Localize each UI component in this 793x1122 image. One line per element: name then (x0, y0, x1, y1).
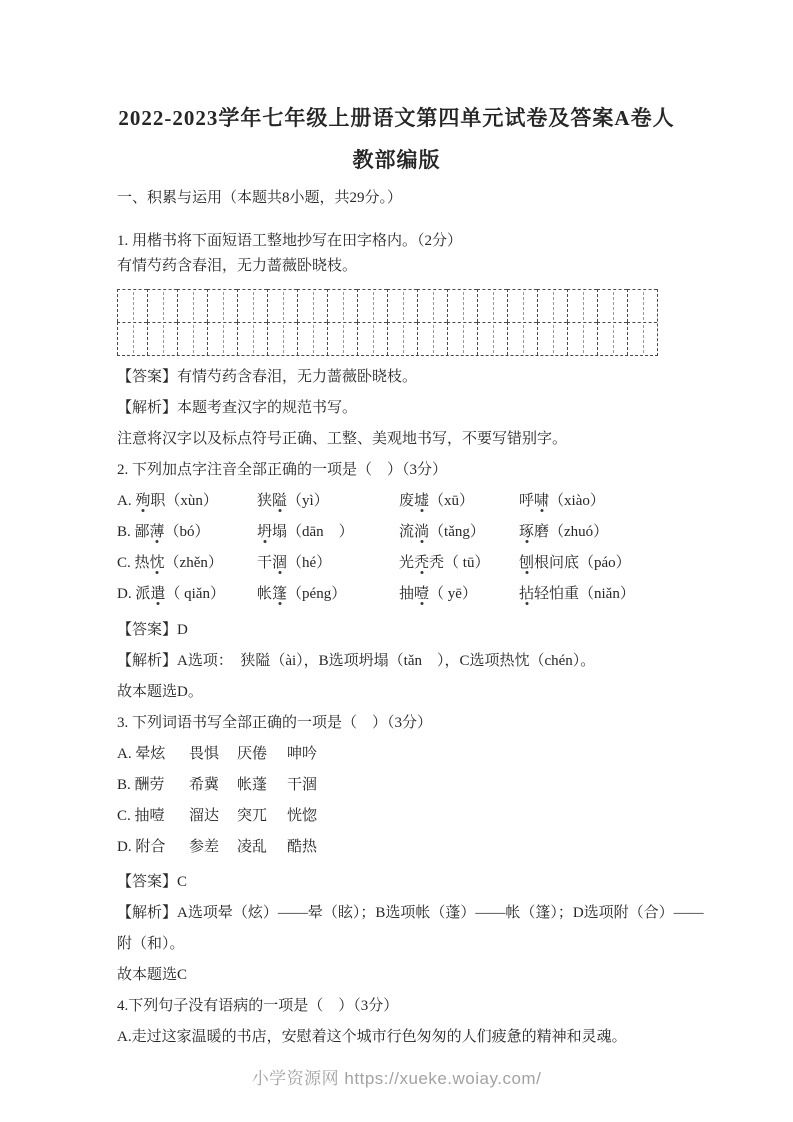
grid-cell (477, 289, 507, 322)
q4-prompt: 4.下列句子没有语病的一项是（ ）（3分） (117, 998, 399, 1014)
plain-text: 干 (257, 555, 273, 571)
plain-text: 帐 (257, 586, 273, 602)
grid-cell (327, 289, 357, 322)
grid-cell (237, 289, 267, 322)
grid-cell (267, 289, 297, 322)
q3-options (117, 739, 683, 863)
grid-cell (477, 322, 507, 355)
option-word (399, 486, 519, 517)
option-word: 溜达 (189, 808, 220, 824)
q3-answer: 【答案】C (117, 874, 188, 890)
q2-option-row (117, 548, 683, 579)
grid-cell (237, 322, 267, 355)
grid-cell-midline (313, 325, 314, 353)
grid-cell (447, 322, 477, 355)
dotted-character: 涸 (272, 555, 288, 571)
plain-text: （ qiǎn） (165, 586, 225, 602)
option-word (117, 517, 257, 548)
grid-cell-midline (583, 325, 584, 353)
option-word: 干涸 (287, 777, 318, 793)
grid-cell-midline (463, 292, 464, 320)
grid-cell-midline (493, 292, 494, 320)
grid-cell (297, 289, 327, 322)
grid-cell-midline (283, 292, 284, 320)
q3-option-row (117, 832, 683, 863)
grid-cell-midline (373, 325, 374, 353)
option-word (399, 548, 519, 579)
plain-text: 轻怕重（niǎn） (534, 586, 635, 602)
grid-cell (627, 289, 657, 322)
grid-cell-midline (553, 292, 554, 320)
option-word: 恍惚 (287, 808, 318, 824)
dotted-character: 隘 (272, 493, 288, 509)
grid-cell (177, 289, 207, 322)
title-line-2: 教部编版 (352, 148, 441, 172)
option-label: D. (117, 586, 136, 602)
writing-grid (117, 289, 658, 356)
q3-prompt: 3. 下列词语书写全部正确的一项是（ ）（3分） (117, 715, 433, 731)
grid-cell-midline (283, 325, 284, 353)
option-label: A. (117, 493, 136, 509)
grid-cell (417, 322, 447, 355)
q1-phrase: 有情芍药含春泪，无力蔷薇卧晓枝。 (117, 258, 358, 274)
dotted-character: 琢 (519, 524, 535, 540)
grid-cell-midline (343, 292, 344, 320)
plain-text: 根问底（páo） (534, 555, 631, 571)
grid-cell-midline (643, 325, 644, 353)
grid-cell (117, 322, 147, 355)
grid-cell (207, 289, 237, 322)
dotted-character: 噎 (414, 586, 430, 602)
grid-cell (327, 322, 357, 355)
grid-cell-midline (313, 292, 314, 320)
q3-option-row (117, 801, 683, 832)
plain-text: 废 (399, 493, 415, 509)
grid-cell (537, 322, 567, 355)
dotted-character: 墟 (414, 493, 430, 509)
grid-cell-midline (433, 325, 434, 353)
option-word (257, 517, 399, 548)
grid-cell (507, 289, 537, 322)
document-title (0, 0, 793, 181)
grid-cell-midline (613, 292, 614, 320)
page-footer (0, 1064, 793, 1089)
grid-cell-midline (193, 292, 194, 320)
plain-text: 塌（dān ） (272, 524, 354, 540)
dotted-character: 啸 (534, 493, 550, 509)
grid-cell (207, 322, 237, 355)
grid-cell-midline (433, 292, 434, 320)
grid-cell (627, 322, 657, 355)
plain-text: （tǎng） (429, 524, 485, 540)
grid-cell (597, 289, 627, 322)
option-word (399, 517, 519, 548)
grid-cell-midline (553, 325, 554, 353)
plain-text: （bó） (164, 524, 210, 540)
dotted-character: 拈 (519, 586, 535, 602)
option-word: 突兀 (237, 808, 268, 824)
option-word: 凌乱 (237, 839, 268, 855)
option-word (257, 579, 399, 610)
q1-prompt: 1. 用楷书将下面短语工整地抄写在田字格内。（2分） (117, 233, 463, 249)
dotted-character: 篷 (272, 586, 288, 602)
grid-cell (177, 322, 207, 355)
grid-cell (507, 322, 537, 355)
grid-cell (447, 289, 477, 322)
dotted-character: 秃 (414, 555, 430, 571)
dotted-character: 遣 (150, 586, 166, 602)
grid-cell (597, 322, 627, 355)
grid-cell (357, 322, 387, 355)
plain-text: 呼 (519, 493, 535, 509)
plain-text: （hé） (287, 555, 332, 571)
q3-option-row (117, 770, 683, 801)
q2-conclusion: 故本题选D。 (117, 684, 203, 700)
grid-cell-midline (643, 292, 644, 320)
dotted-character: 刨 (519, 555, 535, 571)
grid-cell (117, 289, 147, 322)
grid-cell-midline (163, 292, 164, 320)
option-word (257, 548, 399, 579)
grid-cell-midline (253, 292, 254, 320)
plain-text: 鄙 (134, 524, 150, 540)
grid-cell-midline (133, 325, 134, 353)
grid-cell (147, 289, 177, 322)
option-word: 参差 (189, 839, 220, 855)
option-word (257, 486, 399, 517)
q2-analysis: 【解析】A选项： 狭隘（ài），B选项坍塌（tǎn ），C选项热忱（chén）。 (117, 653, 596, 669)
option-word: 酷热 (287, 839, 318, 855)
dotted-character: 薄 (149, 524, 165, 540)
option-word: 呻吟 (287, 746, 318, 762)
grid-cell (267, 322, 297, 355)
plain-text: 秃（ tū） (429, 555, 490, 571)
option-word (117, 548, 257, 579)
q1-answer: 【答案】有情芍药含春泪，无力蔷薇卧晓枝。 (117, 369, 418, 385)
q3-option-row (117, 739, 683, 770)
footer-url: https://xueke.woiay.com/ (344, 1069, 542, 1088)
q3-analysis-line1: 【解析】A选项晕（炫）——晕（眩）；B选项帐（蓬）——帐（篷）；D选项附（合）—— (117, 905, 704, 921)
dotted-character: 淌 (414, 524, 430, 540)
grid-cell (297, 322, 327, 355)
plain-text: （péng） (287, 586, 347, 602)
plain-text: 抽 (399, 586, 415, 602)
plain-text: 磨（zhuó） (534, 524, 609, 540)
grid-cell-midline (373, 292, 374, 320)
q4-option-a: A.走过这家温暖的书店，安慰着这个城市行色匆匆的人们疲惫的精神和灵魂。 (117, 1029, 627, 1045)
plain-text: （xiào） (549, 493, 605, 509)
dotted-character: 坍 (257, 524, 273, 540)
q2-answer: 【答案】D (117, 622, 188, 638)
grid-cell-midline (343, 325, 344, 353)
q3-conclusion: 故本题选C (117, 967, 188, 983)
grid-cell-midline (583, 292, 584, 320)
option-word (519, 486, 683, 517)
option-word: B. 酬劳 (117, 777, 165, 793)
option-word (519, 579, 683, 610)
option-word: 畏惧 (189, 746, 220, 762)
grid-cell (567, 289, 597, 322)
grid-cell-midline (133, 292, 134, 320)
grid-cell-midline (193, 325, 194, 353)
grid-cell-midline (403, 292, 404, 320)
q1-note: 注意将汉字以及标点符号正确、工整、美观地书写，不要写错别字。 (117, 431, 568, 447)
grid-cell (147, 322, 177, 355)
plain-text: （xū） (429, 493, 475, 509)
grid-cell-midline (463, 325, 464, 353)
grid-cell-midline (523, 292, 524, 320)
option-label: C. (117, 555, 135, 571)
grid-cell-midline (493, 325, 494, 353)
grid-cell (387, 322, 417, 355)
grid-cell (567, 322, 597, 355)
grid-cell-midline (253, 325, 254, 353)
grid-cell (387, 289, 417, 322)
q2-option-row (117, 517, 683, 548)
plain-text: （ yē） (429, 586, 477, 602)
q2-options (117, 486, 683, 610)
grid-cell-midline (223, 292, 224, 320)
option-word (519, 517, 683, 548)
plain-text: 热 (134, 555, 150, 571)
dotted-character: 殉 (135, 493, 151, 509)
option-word (117, 486, 257, 517)
plain-text: （yì） (287, 493, 329, 509)
plain-text: 流 (399, 524, 415, 540)
option-word: 希冀 (189, 777, 220, 793)
title-line-1: 2022-2023学年七年级上册语文第四单元试卷及答案A卷人 (118, 106, 675, 130)
option-word: 厌倦 (237, 746, 268, 762)
section-heading: 一、积累与运用（本题共8小题，共29分。） (117, 190, 403, 206)
grid-cell (417, 289, 447, 322)
plain-text: 派 (135, 586, 151, 602)
plain-text: 狭 (257, 493, 273, 509)
q2-option-row (117, 579, 683, 610)
grid-cell-midline (613, 325, 614, 353)
plain-text: （zhěn） (164, 555, 223, 571)
option-word: A. 晕炫 (117, 746, 166, 762)
plain-text: 光 (399, 555, 415, 571)
option-word (399, 579, 519, 610)
footer-site-name: 小学资源网 (251, 1069, 340, 1088)
option-word (519, 548, 683, 579)
option-label: B. (117, 524, 135, 540)
option-word: D. 附合 (117, 839, 166, 855)
option-word: C. 抽噎 (117, 808, 165, 824)
q3-analysis-line2: 附（和）。 (117, 936, 185, 952)
grid-cell-midline (163, 325, 164, 353)
q2-option-row (117, 486, 683, 517)
grid-cell (537, 289, 567, 322)
dotted-character: 忱 (149, 555, 165, 571)
document-body (117, 183, 704, 1053)
grid-cell (357, 289, 387, 322)
grid-cell-midline (403, 325, 404, 353)
q2-prompt: 2. 下列加点字注音全部正确的一项是（ ）（3分） (117, 462, 448, 478)
option-word (117, 579, 257, 610)
grid-cell-midline (223, 325, 224, 353)
q1-analysis: 【解析】本题考查汉字的规范书写。 (117, 400, 358, 416)
plain-text: 职（xùn） (150, 493, 218, 509)
grid-cell-midline (523, 325, 524, 353)
option-word: 帐蓬 (237, 777, 268, 793)
